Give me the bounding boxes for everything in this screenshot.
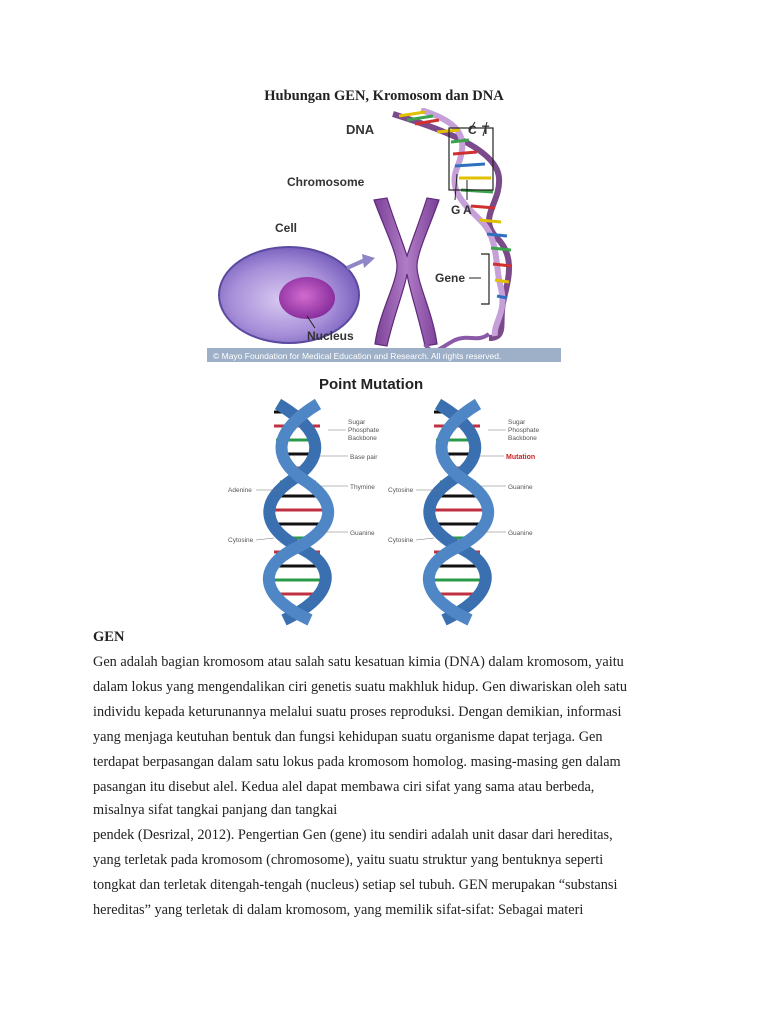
paragraph-line: Gen adalah bagian kromosom atau salah satu kesatuan kimia (DNA) dalam kromosom, yaitu (93, 654, 624, 670)
paragraph-line: hereditas” yang terletak di dalam kromosom, yang memilik sifat-sifat: Sebagai materi (93, 902, 584, 918)
base-pair-label: Base pair (350, 454, 378, 461)
paragraph-line: yang terletak pada kromosom (chromosome), yaitu suatu struktur yang bentuknya seperti (93, 852, 604, 868)
mutation-label: Mutation (506, 454, 536, 461)
backbone-label-left: Backbone (348, 435, 377, 442)
adenine-label: Adenine (228, 487, 252, 494)
paragraph-line: individu kepada keturunannya melalui suatu proses reproduksi. Dengan demikian, informasi (93, 704, 622, 720)
dna-label: DNA (346, 122, 375, 137)
guanine-label-right-2: Guanine (508, 530, 533, 537)
paragraph-line: yang menjaga keutuhan bentuk dan fungsi kehidupan suatu organisme dapat terjaga. Gen (93, 729, 603, 745)
thymine-label: Thymine (350, 484, 375, 491)
adenine-letter: A (463, 203, 472, 217)
paragraph-line: dalam lokus yang mengendalikan ciri genetis suatu makhluk hidup. Gen diwariskan oleh satu (93, 679, 628, 695)
guanine-letter: G (451, 203, 461, 217)
backbone-label-right: Backbone (508, 435, 537, 442)
document-title: Hubungan GEN, Kromosom dan DNA (264, 88, 504, 104)
thymine-letter: T (482, 123, 490, 137)
nucleus-label: Nucleus (307, 329, 354, 343)
copyright-caption: © Mayo Foundation for Medical Education and Research. All rights reserved. (213, 351, 502, 361)
cytosine-label-left: Cytosine (228, 537, 254, 544)
phosphate-label-right: Phosphate (508, 427, 540, 434)
point-mutation-title: Point Mutation (319, 376, 424, 393)
cell-chromosome-dna-figure (207, 108, 561, 364)
cell-label: Cell (275, 221, 298, 235)
phosphate-label-left: Phosphate (348, 427, 380, 434)
paragraph-line: tongkat dan terletak ditengah-tengah (nucleus) setiap sel tubuh. GEN merupakan “substansi (93, 877, 618, 893)
paragraph-line: misalnya sifat tangkai panjang dan tangkai (93, 802, 338, 818)
chromosome-label: Chromosome (287, 175, 365, 189)
guanine-label-right-1: Guanine (508, 484, 533, 491)
sugar-label-right: Sugar (508, 419, 526, 426)
paragraph-line: pasangan itu disebut alel. Kedua alel dapat membawa ciri sifat yang sama atau berbeda, (93, 779, 595, 795)
guanine-label-left: Guanine (350, 530, 375, 537)
section-heading-gen: GEN (93, 629, 125, 645)
paragraph-line: terdapat berpasangan dalam satu lokus pada kromosom homolog. masing-masing gen dalam (93, 754, 621, 770)
cytosine-label-right-2: Cytosine (388, 537, 414, 544)
paragraph-line: pendek (Desrizal, 2012). Pengertian Gen (gene) itu sendiri adalah unit dasar dari hereditas, (93, 827, 613, 843)
cytosine-label-right-1: Cytosine (388, 487, 414, 494)
sugar-label-left: Sugar (348, 419, 366, 426)
gene-label: Gene (435, 271, 466, 285)
point-mutation-figure (200, 370, 572, 628)
cytosine-letter: C (468, 123, 477, 137)
